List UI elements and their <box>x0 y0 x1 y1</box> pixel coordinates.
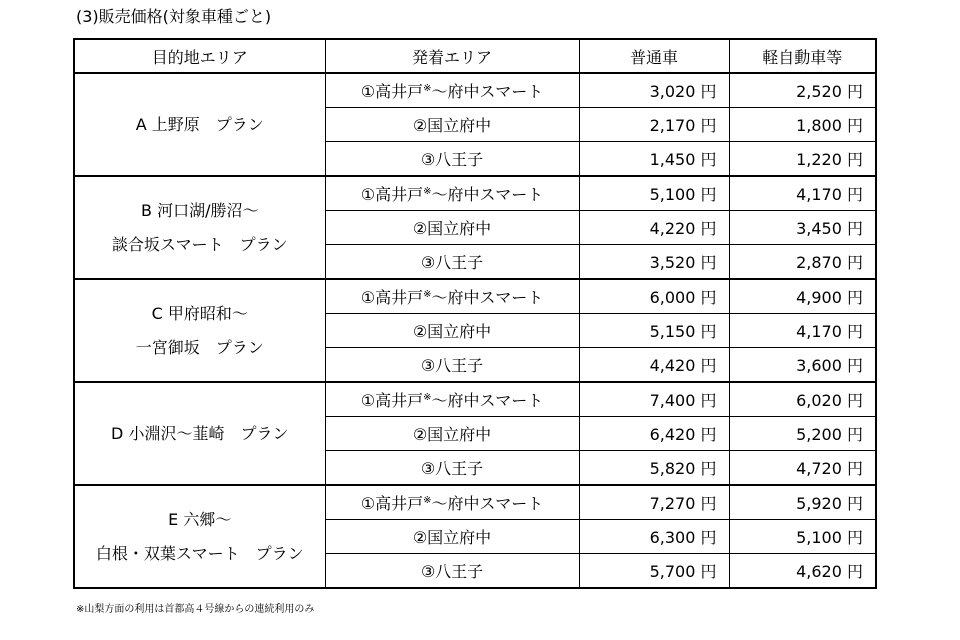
price-table <box>73 38 877 589</box>
destination-plan-cell <box>74 382 325 485</box>
footnote-mark: ※ <box>423 392 432 403</box>
price-light: 5,100 円 <box>729 520 876 554</box>
footnote-mark: ※ <box>423 186 432 197</box>
footnote: ※山梨方面の利用は首都高４号線からの連続利用のみ <box>76 604 315 615</box>
price-light: 6,020 円 <box>729 382 876 417</box>
page-title: (3)販売価格(対象車種ごと) <box>76 7 272 26</box>
destination-plan-cell <box>74 279 325 382</box>
origin-takaido-main: ①高井戸 <box>360 82 424 101</box>
origin-hachioji: ③八王子 <box>325 142 579 177</box>
origin-kunitachi-fuchu: ②国立府中 <box>325 314 579 348</box>
table-row <box>74 485 876 520</box>
plan-name-line1: D 小淵沢～韮崎 プラン <box>111 423 289 443</box>
price-light: 5,200 円 <box>729 417 876 451</box>
plan-name-line1: B 河口湖/勝沼～ <box>141 200 259 220</box>
origin-kunitachi-fuchu: ②国立府中 <box>325 417 579 451</box>
price-regular: 4,420 円 <box>579 348 729 383</box>
origin-takaido-rest: ～府中スマート <box>431 288 544 307</box>
origin-takaido-main: ①高井戸 <box>360 288 424 307</box>
origin-hachioji: ③八王子 <box>325 554 579 589</box>
price-light: 2,520 円 <box>729 73 876 108</box>
destination-plan-cell <box>74 73 325 176</box>
origin-takaido <box>325 73 579 108</box>
origin-takaido-main: ①高井戸 <box>360 494 424 513</box>
header-regular: 普通車 <box>579 39 729 73</box>
price-light: 3,600 円 <box>729 348 876 383</box>
table-row <box>74 382 876 417</box>
price-light: 1,800 円 <box>729 108 876 142</box>
origin-kunitachi-fuchu: ②国立府中 <box>325 108 579 142</box>
footnote-mark: ※ <box>423 83 432 94</box>
origin-takaido-rest: ～府中スマート <box>431 82 544 101</box>
table-row <box>74 73 876 108</box>
origin-takaido <box>325 279 579 314</box>
origin-takaido-rest: ～府中スマート <box>431 391 544 410</box>
origin-takaido <box>325 382 579 417</box>
price-regular: 6,420 円 <box>579 417 729 451</box>
price-regular: 6,000 円 <box>579 279 729 314</box>
origin-takaido <box>325 485 579 520</box>
origin-kunitachi-fuchu: ②国立府中 <box>325 211 579 245</box>
price-light: 4,900 円 <box>729 279 876 314</box>
origin-hachioji: ③八王子 <box>325 451 579 486</box>
price-regular: 5,700 円 <box>579 554 729 589</box>
header-destination: 目的地エリア <box>74 39 325 73</box>
price-regular: 1,450 円 <box>579 142 729 177</box>
footnote-mark: ※ <box>423 289 432 300</box>
destination-plan-cell <box>74 485 325 588</box>
plan-name-line2: 白根・双葉スマート プラン <box>95 543 304 563</box>
price-regular: 5,100 円 <box>579 176 729 211</box>
header-light: 軽自動車等 <box>729 39 876 73</box>
footnote-mark: ※ <box>423 495 432 506</box>
price-regular: 2,170 円 <box>579 108 729 142</box>
price-light: 4,170 円 <box>729 176 876 211</box>
price-light: 4,170 円 <box>729 314 876 348</box>
price-light: 2,870 円 <box>729 245 876 280</box>
origin-takaido-main: ①高井戸 <box>360 391 424 410</box>
origin-takaido-rest: ～府中スマート <box>431 494 544 513</box>
price-regular: 3,020 円 <box>579 73 729 108</box>
plan-name-line1: C 甲府昭和～ <box>151 303 248 323</box>
origin-hachioji: ③八王子 <box>325 245 579 280</box>
price-regular: 5,820 円 <box>579 451 729 486</box>
price-light: 3,450 円 <box>729 211 876 245</box>
table-row <box>74 176 876 211</box>
table-body <box>74 73 876 588</box>
price-regular: 3,520 円 <box>579 245 729 280</box>
header-row <box>74 39 876 73</box>
price-light: 4,720 円 <box>729 451 876 486</box>
origin-takaido-rest: ～府中スマート <box>431 185 544 204</box>
plan-name-line2: 一宮御坂 プラン <box>135 337 264 357</box>
origin-takaido <box>325 176 579 211</box>
destination-plan-cell <box>74 176 325 279</box>
plan-name-line1: A 上野原 プラン <box>135 114 264 134</box>
price-regular: 5,150 円 <box>579 314 729 348</box>
origin-kunitachi-fuchu: ②国立府中 <box>325 520 579 554</box>
plan-name-line2: 談合坂スマート プラン <box>111 234 288 254</box>
table-row <box>74 279 876 314</box>
price-regular: 4,220 円 <box>579 211 729 245</box>
price-regular: 6,300 円 <box>579 520 729 554</box>
price-light: 5,920 円 <box>729 485 876 520</box>
price-light: 4,620 円 <box>729 554 876 589</box>
price-regular: 7,270 円 <box>579 485 729 520</box>
price-regular: 7,400 円 <box>579 382 729 417</box>
origin-hachioji: ③八王子 <box>325 348 579 383</box>
header-origin: 発着エリア <box>325 39 579 73</box>
origin-takaido-main: ①高井戸 <box>360 185 424 204</box>
plan-name-line1: E 六郷～ <box>168 509 232 529</box>
price-light: 1,220 円 <box>729 142 876 177</box>
